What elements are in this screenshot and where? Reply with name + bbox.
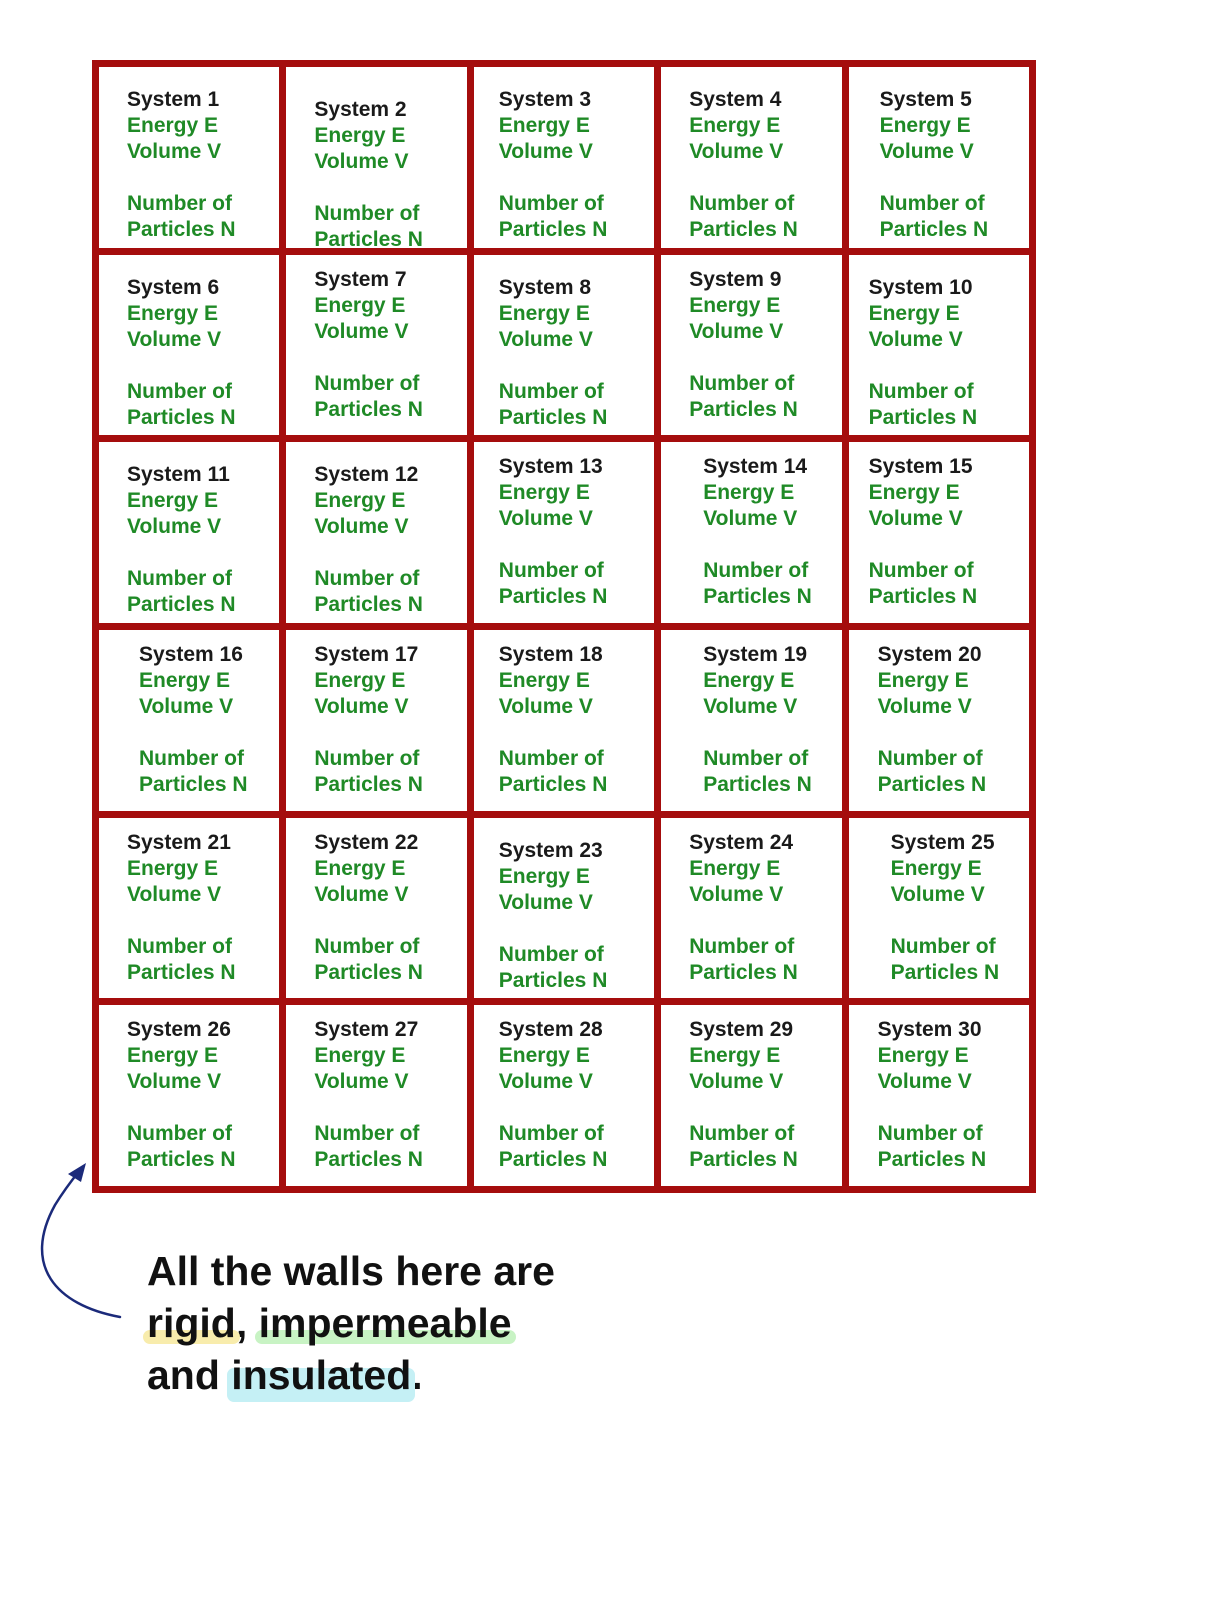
energy-label: Energy E (127, 489, 219, 513)
system-title: System 2 (314, 98, 407, 121)
particles-label-line2: Particles N (498, 218, 608, 241)
system-title: System 28 (498, 1018, 603, 1042)
volume-label: Volume V (127, 1070, 222, 1094)
particles-label-line1: Number of (689, 934, 795, 958)
system-title: System 21 (127, 830, 231, 854)
volume-label: Volume V (868, 327, 963, 351)
energy-label: Energy E (689, 114, 781, 137)
particles-label-line2: Particles N (877, 1148, 987, 1172)
highlight-insulated: insulated (231, 1352, 412, 1398)
volume-label: Volume V (127, 140, 222, 163)
particles-label-line1: Number of (314, 747, 420, 770)
volume-label: Volume V (689, 140, 784, 163)
particles-label-line1: Number of (127, 567, 232, 591)
system-title: System 20 (877, 643, 982, 666)
volume-label: Volume V (890, 882, 985, 906)
particles-label-line1: Number of (689, 192, 795, 215)
volume-label: Volume V (314, 515, 409, 539)
energy-label: Energy E (868, 481, 960, 505)
system-title: System 3 (498, 88, 592, 111)
volume-label: Volume V (139, 695, 234, 718)
system-title: System 7 (314, 267, 407, 291)
note-and: and (147, 1352, 232, 1398)
energy-label: Energy E (689, 1044, 781, 1068)
highlight-impermeable: impermeable (258, 1300, 512, 1346)
energy-label: Energy E (498, 1044, 590, 1068)
energy-label: Energy E (498, 669, 590, 692)
system-title: System 4 (689, 88, 782, 111)
particles-label-line1: Number of (314, 202, 420, 225)
particles-label-line2: Particles N (314, 773, 423, 796)
particles-label-line2: Particles N (127, 405, 236, 429)
particles-label-line2: Particles N (868, 585, 978, 609)
particles-label-line2: Particles N (689, 1148, 798, 1172)
volume-label: Volume V (877, 1070, 972, 1094)
particles-label-line1: Number of (127, 934, 232, 958)
volume-label: Volume V (498, 140, 593, 163)
particles-label-line1: Number of (703, 559, 809, 583)
walls-note (147, 1245, 555, 1401)
system-title: System 8 (498, 275, 592, 299)
particles-label-line2: Particles N (127, 218, 236, 241)
particles-label-line2: Particles N (314, 397, 423, 421)
energy-label: Energy E (314, 489, 406, 513)
particles-label-line2: Particles N (314, 960, 423, 984)
energy-label: Energy E (703, 669, 795, 692)
system-title: System 16 (139, 643, 243, 666)
particles-label-line2: Particles N (689, 218, 798, 241)
particles-label-line1: Number of (127, 379, 232, 403)
particles-label-line1: Number of (703, 747, 809, 770)
volume-label: Volume V (314, 695, 409, 718)
energy-label: Energy E (139, 669, 231, 692)
system-title: System 5 (879, 88, 972, 111)
particles-label-line2: Particles N (877, 773, 987, 796)
particles-label-line1: Number of (139, 747, 244, 770)
particles-label-line1: Number of (890, 934, 996, 958)
energy-label: Energy E (314, 856, 406, 880)
energy-label: Energy E (877, 1044, 969, 1068)
particles-label-line1: Number of (314, 934, 420, 958)
system-title: System 19 (703, 643, 808, 666)
system-title: System 17 (314, 643, 419, 666)
volume-label: Volume V (498, 695, 593, 718)
energy-label: Energy E (314, 293, 406, 317)
volume-label: Volume V (498, 327, 593, 351)
system-title: System 18 (498, 643, 603, 666)
particles-label-line1: Number of (689, 371, 795, 395)
energy-label: Energy E (689, 856, 781, 880)
particles-label-line2: Particles N (498, 1148, 608, 1172)
volume-label: Volume V (498, 507, 593, 531)
energy-label: Energy E (314, 124, 406, 147)
particles-label-line1: Number of (879, 192, 985, 215)
particles-label-line1: Number of (127, 1122, 232, 1146)
particles-label-line1: Number of (877, 747, 983, 770)
volume-label: Volume V (689, 882, 784, 906)
energy-label: Energy E (498, 481, 590, 505)
particles-label-line2: Particles N (127, 593, 236, 617)
particles-label-line1: Number of (314, 371, 420, 395)
volume-label: Volume V (127, 327, 222, 351)
volume-label: Volume V (127, 882, 222, 906)
particles-label-line2: Particles N (314, 228, 423, 251)
system-title: System 26 (127, 1018, 231, 1042)
note-comma: , (235, 1300, 259, 1346)
volume-label: Volume V (689, 1070, 784, 1094)
particles-label-line2: Particles N (703, 773, 812, 796)
particles-label-line2: Particles N (139, 773, 248, 796)
particles-label-line1: Number of (498, 942, 604, 966)
particles-label-line1: Number of (498, 379, 604, 403)
volume-label: Volume V (703, 695, 798, 718)
system-title: System 15 (868, 455, 973, 479)
particles-label-line1: Number of (498, 559, 604, 583)
particles-label-line1: Number of (498, 747, 604, 770)
particles-label-line2: Particles N (314, 593, 423, 617)
particles-label-line1: Number of (868, 559, 974, 583)
system-title: System 30 (877, 1018, 982, 1042)
energy-label: Energy E (877, 669, 969, 692)
particles-label-line1: Number of (498, 192, 604, 215)
system-title: System 23 (498, 838, 603, 862)
energy-label: Energy E (498, 114, 590, 137)
particles-label-line2: Particles N (498, 405, 608, 429)
system-title: System 9 (689, 267, 782, 291)
note-line-3 (147, 1349, 555, 1401)
energy-label: Energy E (868, 301, 960, 325)
particles-label-line2: Particles N (127, 960, 236, 984)
particles-label-line1: Number of (314, 1122, 420, 1146)
energy-label: Energy E (890, 856, 982, 880)
particles-label-line2: Particles N (314, 1148, 423, 1172)
particles-label-line2: Particles N (703, 585, 812, 609)
volume-label: Volume V (314, 150, 409, 173)
energy-label: Energy E (498, 864, 590, 888)
volume-label: Volume V (314, 882, 409, 906)
particles-label-line1: Number of (689, 1122, 795, 1146)
note-line-1: All the walls here are (147, 1248, 555, 1294)
system-title: System 1 (127, 88, 220, 111)
note-line-2 (147, 1297, 555, 1349)
particles-label-line2: Particles N (498, 585, 608, 609)
volume-label: Volume V (879, 140, 974, 163)
system-title: System 14 (703, 455, 808, 479)
volume-label: Volume V (868, 507, 963, 531)
energy-label: Energy E (127, 1044, 219, 1068)
particles-label-line2: Particles N (868, 405, 978, 429)
particles-label-line2: Particles N (890, 960, 1000, 984)
volume-label: Volume V (689, 319, 784, 343)
system-title: System 11 (127, 463, 230, 487)
energy-label: Energy E (127, 301, 219, 325)
system-title: System 25 (890, 830, 995, 854)
volume-label: Volume V (703, 507, 798, 531)
particles-label-line2: Particles N (879, 218, 989, 241)
particles-label-line1: Number of (868, 379, 974, 403)
highlight-rigid: rigid (147, 1300, 236, 1346)
volume-label: Volume V (877, 695, 972, 718)
energy-label: Energy E (127, 856, 219, 880)
particles-label-line2: Particles N (127, 1148, 236, 1172)
system-title: System 10 (868, 275, 973, 299)
system-title: System 13 (498, 455, 603, 479)
volume-label: Volume V (498, 890, 593, 914)
system-title: System 24 (689, 830, 794, 854)
particles-label-line1: Number of (498, 1122, 604, 1146)
arrow-head (68, 1163, 86, 1182)
particles-label-line1: Number of (314, 567, 420, 591)
energy-label: Energy E (314, 669, 406, 692)
volume-label: Volume V (127, 515, 222, 539)
energy-label: Energy E (127, 114, 219, 137)
energy-label: Energy E (498, 301, 590, 325)
volume-label: Volume V (314, 1070, 409, 1094)
system-title: System 29 (689, 1018, 794, 1042)
particles-label-line2: Particles N (498, 968, 608, 992)
volume-label: Volume V (314, 319, 409, 343)
energy-label: Energy E (314, 1044, 406, 1068)
system-title: System 12 (314, 463, 419, 487)
energy-label: Energy E (689, 293, 781, 317)
note-period: . (411, 1352, 423, 1398)
energy-label: Energy E (703, 481, 795, 505)
volume-label: Volume V (498, 1070, 593, 1094)
particles-label-line2: Particles N (689, 960, 798, 984)
system-title: System 6 (127, 275, 220, 299)
arrow-curve (42, 1170, 120, 1317)
particles-label-line1: Number of (877, 1122, 983, 1146)
particles-label-line2: Particles N (498, 773, 608, 796)
system-title: System 22 (314, 830, 419, 854)
energy-label: Energy E (879, 114, 971, 137)
particles-label-line1: Number of (127, 192, 232, 215)
system-title: System 27 (314, 1018, 419, 1042)
particles-label-line2: Particles N (689, 397, 798, 421)
